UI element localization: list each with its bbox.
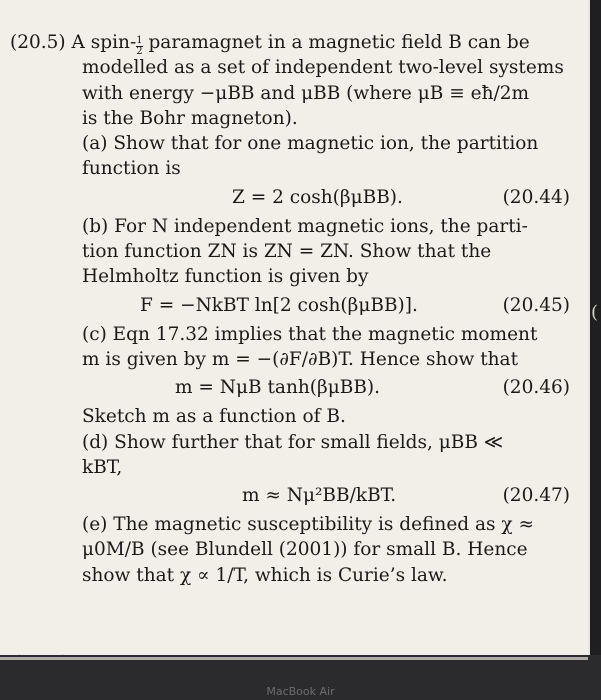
intro-text-1: A spin- — [71, 32, 137, 53]
part-b-line-3: Helmholtz function is given by — [82, 266, 369, 288]
part-d-line-2: kBT, — [82, 456, 123, 478]
problem-first-line — [10, 30, 570, 55]
problem-20-5 — [10, 30, 570, 588]
equation-20-45-math: F = −NkBT ln[2 cosh(βμBB)]. — [140, 294, 418, 316]
part-c-sketch-line: Sketch m as a function of B. — [82, 406, 346, 428]
part-e-line-1: (e) The magnetic susceptibility is defined as χ ≈ — [82, 514, 534, 536]
equation-20-45 — [10, 290, 570, 322]
equation-20-44 — [10, 182, 570, 214]
intro-text-2: paramagnet in a magnetic field B can be — [142, 32, 530, 53]
intro-line-1: modelled as a set of independent two-level systems — [82, 57, 564, 79]
part-b-line-1: (b) For N independent magnetic ions, the parti- — [82, 215, 528, 237]
intro-line-3: is the Bohr magneton). — [82, 107, 298, 129]
part-b-line-2: tion function ZN is ZN = ZN. Show that the — [82, 241, 492, 263]
equation-20-47 — [10, 480, 570, 512]
one-half-fraction: $\frac{1}{2}$ — [136, 35, 143, 57]
intro-line-2: with energy −μBB and μBB (where μB ≡ eħ/2m — [82, 82, 530, 104]
part-c-line-2: m is given by m = −(∂F/∂B)T. Hence show that — [82, 348, 519, 370]
equation-20-44-math: Z = 2 cosh(βμBB). — [232, 186, 403, 208]
equation-20-45-number: (20.45) — [502, 294, 570, 316]
equation-20-47-number: (20.47) — [502, 485, 570, 507]
part-a-line-2: function is — [82, 158, 181, 180]
equation-20-46 — [10, 372, 570, 404]
part-e-line-3: show that χ ∝ 1/T, which is Curie’s law. — [82, 564, 448, 586]
laptop-brand-label: MacBook Air — [266, 685, 335, 698]
part-c-line-1: (c) Eqn 17.32 implies that the magnetic moment — [82, 323, 538, 345]
part-a-line-1: (a) Show that for one magnetic ion, the partition — [82, 133, 539, 155]
equation-20-46-math: m = NμB tanh(βμBB). — [175, 377, 381, 399]
equation-20-44-number: (20.44) — [502, 186, 570, 208]
part-e-line-2: μ0M/B (see Blundell (2001)) for small B. Hence — [82, 539, 528, 561]
page-edge-shadow — [590, 0, 601, 660]
part-d-line-1: (d) Show further that for small fields, μBB ≪ — [82, 431, 504, 453]
problem-number: (20.5) — [10, 32, 66, 53]
equation-20-47-math: m ≈ Nμ²BB/kBT. — [242, 485, 397, 507]
page-edge-mark: ( — [591, 302, 599, 323]
equation-20-46-number: (20.46) — [502, 377, 570, 399]
page-bottom-edge — [0, 657, 588, 660]
